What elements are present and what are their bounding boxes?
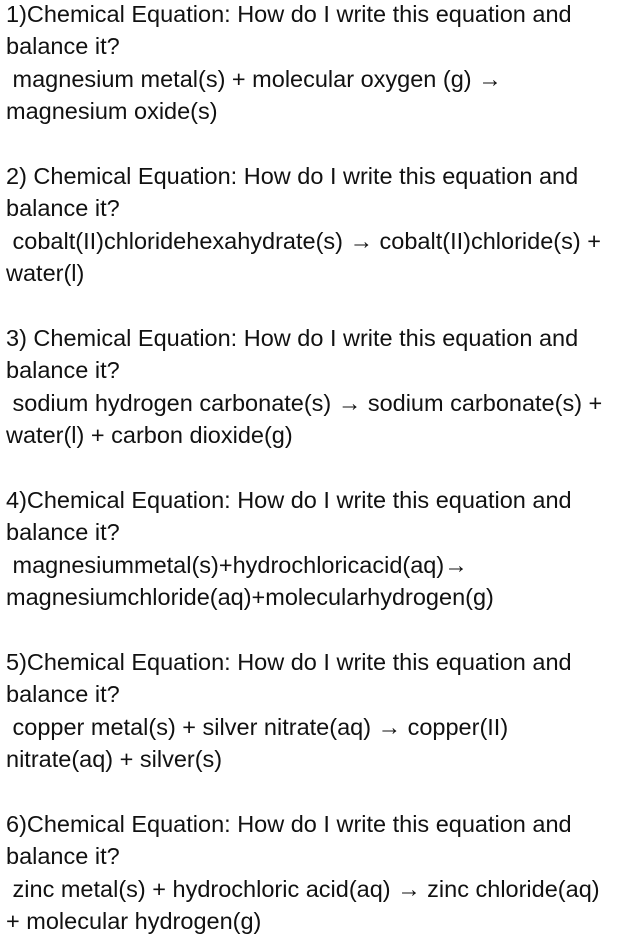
word-equation-text: magnesiummetal(s)+hydrochloricacid(aq)→ magnesiumchloride(aq)+molecularhydrogen(g) xyxy=(6,551,494,610)
question-5 xyxy=(6,646,616,775)
word-equation xyxy=(6,63,616,128)
question-prompt: 3) Chemical Equation: How do I write this equation and balance it? xyxy=(6,325,579,384)
word-equation xyxy=(6,873,616,938)
word-equation xyxy=(6,225,616,290)
word-equation-text: copper metal(s) + silver nitrate(aq) → copper(II) nitrate(aq) + silver(s) xyxy=(6,713,509,772)
question-prompt: 2) Chemical Equation: How do I write this equation and balance it? xyxy=(6,163,579,222)
question-4 xyxy=(6,484,616,613)
word-equation xyxy=(6,387,616,452)
question-1 xyxy=(6,0,616,127)
question-2 xyxy=(6,160,616,289)
word-equation-text: cobalt(II)chloridehexahydrate(s) → cobalt(II)chloride(s) + water(l) xyxy=(6,227,601,286)
question-prompt: 5)Chemical Equation: How do I write this equation and balance it? xyxy=(6,649,572,708)
question-prompt: 6)Chemical Equation: How do I write this equation and balance it? xyxy=(6,811,572,870)
word-equation-text: zinc metal(s) + hydrochloric acid(aq) → zinc chloride(aq) + molecular hydrogen(g) xyxy=(6,875,600,934)
question-prompt: 1)Chemical Equation: How do I write this equation and balance it? xyxy=(6,1,572,60)
word-equation xyxy=(6,711,616,776)
word-equation-text: magnesium metal(s) + molecular oxygen (g) → magnesium oxide(s) xyxy=(6,65,502,124)
word-equation-text: sodium hydrogen carbonate(s) → sodium carbonate(s) + water(l) + carbon dioxide(g) xyxy=(6,389,603,448)
question-3 xyxy=(6,322,616,451)
word-equation xyxy=(6,549,616,614)
question-prompt: 4)Chemical Equation: How do I write this equation and balance it? xyxy=(6,487,572,546)
question-6 xyxy=(6,808,616,937)
